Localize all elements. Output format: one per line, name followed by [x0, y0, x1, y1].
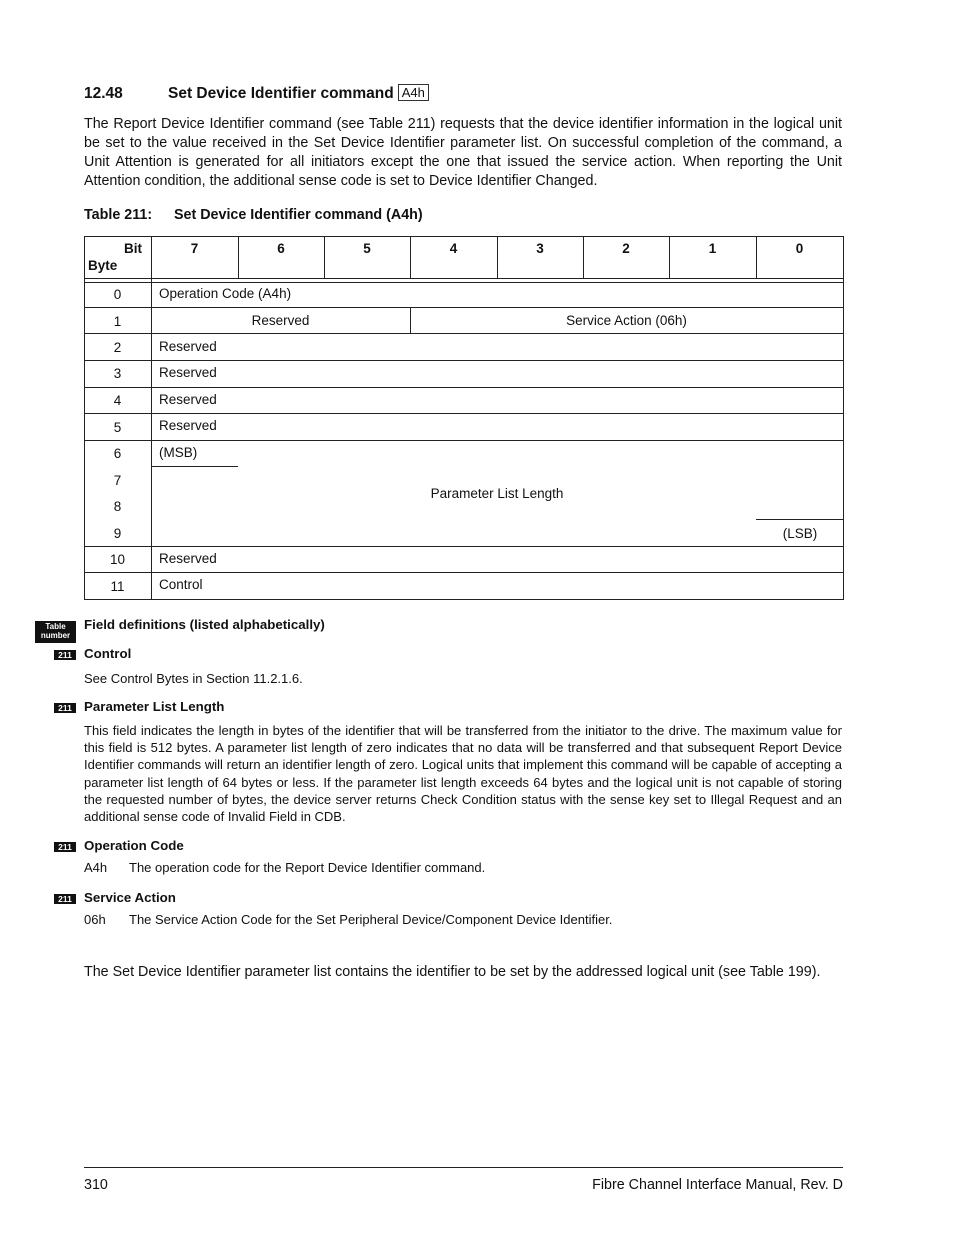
cell-operation-code: Operation Code (A4h): [159, 286, 292, 301]
section-number: 12.48: [84, 85, 123, 102]
header-bit: 5: [363, 241, 371, 256]
header-bit: 1: [708, 241, 717, 256]
cell-lsb: (LSB): [782, 526, 818, 541]
table-rule: [84, 360, 844, 361]
section-heading: [84, 84, 429, 103]
header-byte-label: Byte: [88, 258, 118, 273]
field-value-service-action: 06h: [84, 912, 106, 927]
table-rule: [84, 387, 844, 388]
page-number: 310: [84, 1177, 108, 1193]
cell-service-action: Service Action (06h): [566, 313, 687, 328]
header-bit-label: Bit: [124, 241, 142, 256]
table-caption: [84, 207, 423, 223]
field-text-service-action: The Service Action Code for the Set Peripheral Device/Component Device Identifier.: [129, 912, 613, 927]
header-bit: 7: [190, 241, 199, 256]
byte-number: 0: [113, 287, 122, 302]
cell-reserved: Reserved: [159, 551, 217, 566]
header-bit: 6: [277, 241, 285, 256]
field-name-operation-code: Operation Code: [84, 838, 184, 853]
byte-number: 5: [113, 420, 122, 435]
byte-number: 11: [110, 579, 125, 594]
table-rule: [84, 236, 844, 237]
footer-rule: [84, 1167, 843, 1168]
section-title: Set Device Identifier command: [168, 85, 394, 102]
byte-number: 1: [113, 314, 122, 329]
table-rule: [84, 282, 844, 283]
header-bit: 4: [449, 241, 458, 256]
field-definitions-heading: Field definitions (listed alphabetically): [84, 617, 325, 632]
header-bit: 0: [795, 241, 804, 256]
manual-title: Fibre Channel Interface Manual, Rev. D: [592, 1177, 843, 1193]
byte-number: 8: [113, 499, 122, 514]
lsb-rule: [756, 519, 844, 520]
byte-number: 9: [113, 526, 122, 541]
cell-reserved: Reserved: [251, 313, 310, 328]
byte-number: 6: [113, 446, 122, 461]
table-number-tag: [35, 621, 76, 643]
tag-line-top: Table: [45, 622, 66, 631]
table-ref-tag: 211: [54, 650, 76, 660]
field-name-service-action: Service Action: [84, 890, 176, 905]
msb-rule: [151, 466, 238, 467]
byte-number: 2: [113, 340, 122, 355]
table-rule: [843, 236, 844, 600]
table-rule: [84, 278, 844, 279]
table-ref-tag: 211: [54, 842, 76, 852]
table-caption-title: Set Device Identifier command (A4h): [174, 207, 423, 223]
cell-parameter-list-length: Parameter List Length: [430, 486, 564, 501]
table-rule: [84, 307, 844, 308]
table-rule: [84, 546, 844, 547]
opcode-box: A4h: [398, 84, 429, 101]
table-rule: [84, 572, 844, 573]
cdb-table: [84, 236, 844, 600]
table-ref-tag: 211: [54, 703, 76, 713]
header-bit: 3: [536, 241, 544, 256]
byte-number: 10: [109, 552, 126, 567]
cell-control: Control: [159, 577, 203, 592]
closing-paragraph: The Set Device Identifier parameter list contains the identifier to be set by the addressed logical unit (see Table 199).: [84, 964, 821, 980]
byte-number: 3: [113, 366, 122, 381]
cell-msb: (MSB): [159, 445, 198, 460]
field-value-operation-code: A4h: [84, 860, 108, 875]
cell-reserved: Reserved: [159, 418, 217, 433]
field-text-control: See Control Bytes in Section 11.2.1.6.: [84, 671, 303, 686]
intro-paragraph: The Report Device Identifier command (see Table 211) requests that the device identifier information in the logical unit be set to the value received in the Set Device Identifier parameter list. On successful completion of the command, a Unit Attention is generated for all initiators except the one that issued the service action. When reporting the Unit Attention condition, the additional sense code is set to Device Identifier Changed.: [84, 116, 842, 189]
field-name-control: Control: [84, 646, 132, 661]
cell-reserved: Reserved: [159, 365, 217, 380]
table-rule: [84, 413, 844, 414]
header-bit: 2: [622, 241, 630, 256]
table-ref-tag: 211: [54, 894, 76, 904]
field-text-parameter-list-length: This field indicates the length in bytes of the identifier that will be transferred from the initiator to the drive. The maximum value for this field is 512 bytes. A parameter list length of zero indicates that no data will be transferred and that subsequent Report Device Identifier commands will return an identifier length of zero. Logical units that implement this command will be capable of accepting a parameter list length of 64 bytes or less. If the parameter list length exceeds 64 bytes and the logical unit is not capable of storing the requested number of bytes, the device server returns Check Condition status with the sense key set to Illegal Request and an additional sense code of Invalid Field in CDB.: [84, 723, 842, 825]
table-rule: [151, 236, 152, 600]
table-rule: [84, 333, 844, 334]
byte-number: 7: [113, 473, 122, 488]
cell-reserved: Reserved: [159, 339, 217, 354]
table-rule: [84, 599, 844, 600]
table-rule: [84, 440, 844, 441]
table-caption-number: Table 211:: [84, 207, 153, 223]
tag-line-bottom: number: [40, 631, 71, 640]
field-name-parameter-list-length: Parameter List Length: [84, 699, 225, 714]
cell-reserved: Reserved: [159, 392, 217, 407]
byte-number: 4: [113, 393, 122, 408]
field-text-operation-code: The operation code for the Report Device Identifier command.: [129, 860, 486, 875]
